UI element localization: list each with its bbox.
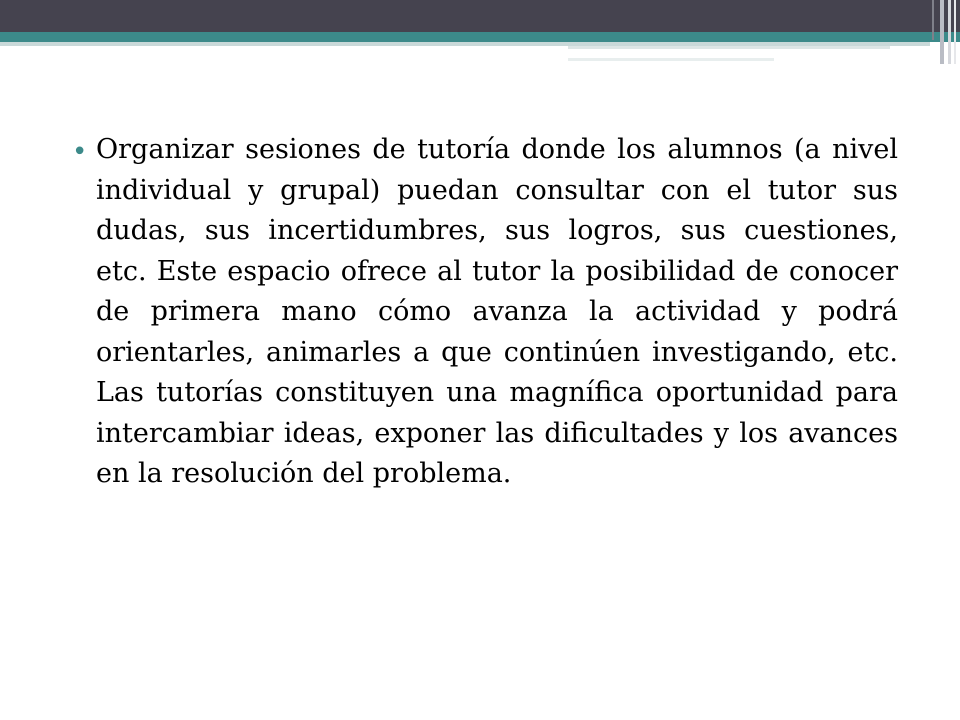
corner-decoration [948, 0, 951, 64]
header-accent-line [568, 58, 774, 61]
corner-decoration [940, 0, 944, 64]
slide-body [72, 130, 898, 495]
header-accent-line [568, 46, 890, 49]
bullet-icon: • [72, 137, 88, 167]
bullet-text: Organizar sesiones de tutoría donde los alumnos (a nivel individual y grupal) puedan consultar con el tutor sus dudas, sus incertidumbres, sus logros, sus cuestiones, etc. Este espacio ofrece al tutor la posibilidad de conocer de primera mano cómo avanza la actividad y podrá orientarles, animarles a que continúen investigando, etc. Las tutorías constituyen una magnífica oportunidad para intercambiar ideas, exponer las dificultades y los avances en la resolución del problema. [96, 134, 898, 489]
corner-decoration [932, 0, 934, 40]
corner-decoration [954, 0, 956, 64]
bullet-item [72, 130, 898, 495]
header-accent-bar [0, 32, 960, 42]
header-bar [0, 0, 960, 32]
